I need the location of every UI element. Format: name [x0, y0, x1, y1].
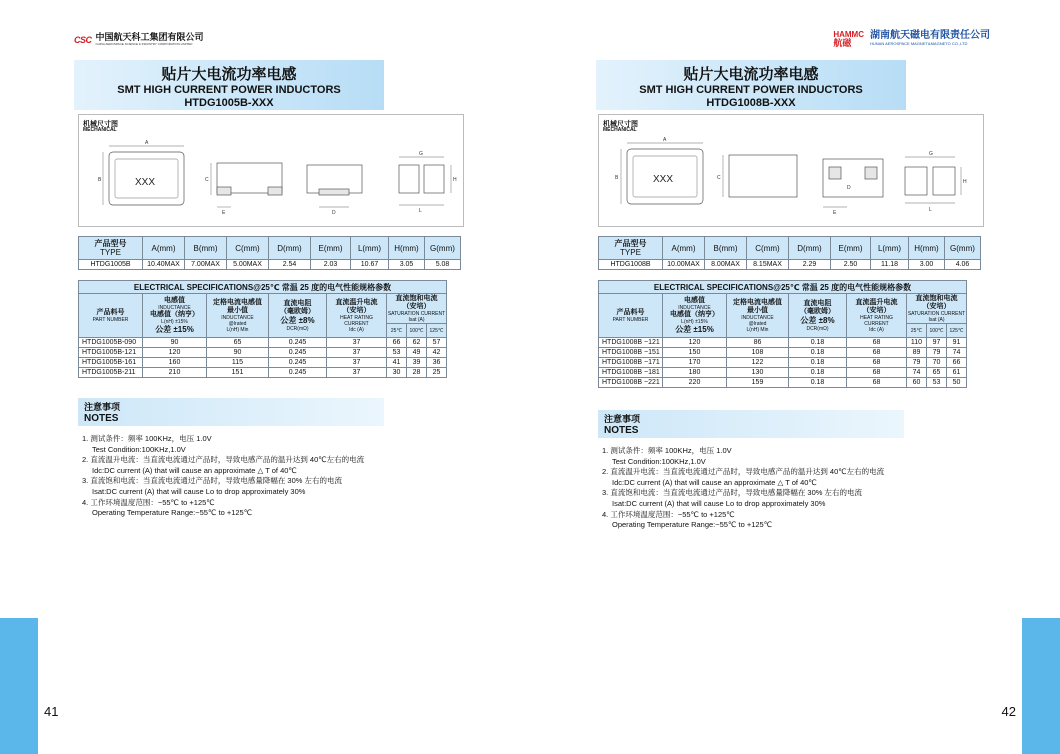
note-line: 3. 直流饱和电流：当直流电流通过产品时，导致电感量降幅在 30% 左右的电流 — [602, 488, 863, 498]
head-heat-current: 直流温升电流 （安培） HEAT RATING CURRENT Idc (A) — [327, 294, 387, 338]
dim-head-l: L(mm) — [351, 237, 389, 260]
side-accent-bar — [0, 618, 38, 754]
table-row: HTDG1008B −181 180 130 0.18 68 74 65 61 — [599, 368, 967, 378]
dim-label-h: H — [453, 177, 457, 183]
table-row: HTDG1008B −171 170 122 0.18 68 79 70 66 — [599, 358, 967, 368]
head-min-inductance: 定格电流电感值 最小值 INDUCTANCE @Irated L(nH) Min — [727, 294, 789, 338]
product-title-en: SMT HIGH CURRENT POWER INDUCTORS — [639, 84, 863, 96]
note-line: 1. 测试条件：频率 100KHz，电压 1.0V — [602, 446, 732, 455]
dim-label-e: E — [222, 210, 226, 216]
note-line: 2. 直流温升电流：当直流电流通过产品时，导致电感产品的温升达到 40℃左右的电流 — [82, 455, 365, 465]
dim-label-h: H — [963, 179, 967, 185]
dim-head-c: C(mm) — [227, 237, 269, 260]
table-row: HTDG1008B −121 120 86 0.18 68 110 97 91 — [599, 338, 967, 348]
dim-label-b: B — [615, 175, 619, 181]
note-line: Idc:DC current (A) that will cause an approximate △ T of 40℃ — [92, 465, 297, 475]
notes-list — [82, 434, 482, 519]
dim-head-h: H(mm) — [389, 237, 425, 260]
product-title-cn: 贴片大电流功率电感 — [683, 65, 819, 83]
note-line: 2. 直流温升电流：当直流电流通过产品时，导致电感产品的温升达到 40℃左右的电流 — [602, 467, 885, 477]
note-line: 3. 直流饱和电流：当直流电流通过产品时，导致电感量降幅在 30% 左右的电流 — [82, 476, 343, 486]
table-row: HTDG1005B-121 120 90 0.245 37 53 49 42 — [79, 348, 447, 358]
note-line: Idc:DC current (A) that will cause an approximate △ T of 40℃ — [612, 477, 817, 487]
product-title-cn: 贴片大电流功率电感 — [161, 65, 297, 83]
dim-label-a: A — [663, 137, 667, 143]
note-line: Test Condition:100KHz,1.0V — [92, 444, 186, 454]
head-inductance: 电感值 INDUCTANCE 电感值（纳亨） L(nH) ±15% 公差 ±15% — [663, 294, 727, 338]
dim-head-g: G(mm) — [425, 237, 461, 260]
mechanical-drawing — [78, 114, 464, 227]
page-number: 42 — [1001, 704, 1016, 719]
note-line: 1. 测试条件：频率 100KHz，电压 1.0V — [82, 434, 212, 443]
dim-head-type: 产品型号 TYPE — [79, 237, 143, 260]
dim-head-type: 产品型号 TYPE — [599, 237, 663, 260]
notes-header: 注意事项 NOTES — [598, 410, 904, 438]
dim-label-e: E — [833, 210, 837, 216]
dim-head-a: A(mm) — [143, 237, 185, 260]
note-line: 4. 工作环境温度范围：−55℃ to +125℃ — [602, 509, 735, 519]
note-line: Operating Temperature Range:−55℃ to +125℃ — [612, 520, 773, 530]
dim-label-c: C — [205, 177, 209, 183]
dim-head-h: H(mm) — [909, 237, 945, 260]
dim-head-g: G(mm) — [945, 237, 981, 260]
dim-head-b: B(mm) — [185, 237, 227, 260]
note-line: Isat:DC current (A) that will cause Lo to drop approximately 30% — [92, 486, 306, 496]
dim-head-c: C(mm) — [747, 237, 789, 260]
electrical-spec-title: ELECTRICAL SPECIFICATIONS@25℃ 常温 25 度的电气性能规格参数 — [79, 281, 447, 294]
head-heat-current: 直流温升电流 （安培） HEAT RATING CURRENT Idc (A) — [847, 294, 907, 338]
notes-header: 注意事项 NOTES — [78, 398, 384, 426]
hammc-logo — [833, 30, 990, 48]
note-line: Test Condition:100KHz,1.0V — [612, 456, 706, 466]
head-min-inductance: 定格电流电感值 最小值 INDUCTANCE @Irated L(nH) Min — [207, 294, 269, 338]
dim-head-d: D(mm) — [789, 237, 831, 260]
dim-head-b: B(mm) — [705, 237, 747, 260]
dim-head-a: A(mm) — [663, 237, 705, 260]
mechanical-label-en: MECHANICAL — [603, 127, 637, 133]
dimension-table — [598, 236, 981, 270]
head-part-number: 产品料号 PART NUMBER — [599, 294, 663, 338]
table-row: HTDG1005B 10.40MAX 7.00MAX 5.00MAX 2.54 2.03 10.67 3.05 5.08 — [79, 260, 461, 270]
table-row: HTDG1005B-161 160 115 0.245 37 41 39 36 — [79, 358, 447, 368]
product-title-en: SMT HIGH CURRENT POWER INDUCTORS — [117, 84, 341, 96]
hammc-logo-icon: HAMMC 航磁 — [833, 30, 864, 48]
marking-text: XXX — [135, 177, 156, 188]
dim-label-d: D — [847, 185, 851, 191]
dim-label-a: A — [145, 140, 149, 146]
notes-list — [602, 446, 1002, 531]
company-name-en: HUNAN AEROSPACE MAGNET&MAGNETO CO.,LTD — [870, 41, 968, 46]
title-band — [74, 60, 384, 110]
casic-logo — [74, 33, 204, 49]
electrical-spec-table: ELECTRICAL SPECIFICATIONS@25℃ 常温 25 度的电气性能规格参数 产品料号 PART NUMBER 电感值 INDUCTANCE 电感值（纳亨） L(nH) ±15% 公差 ±15% 定格电流电感值 最小值 INDUCTANCE @Irated L(nH) Min 直流电阻 （毫欧姆） 公差 ±8% DCR(mΩ) 直流温升电流 （安培） HEAT RATING CURRENT Idc (A) 直流饱和电流 （安培） SATURATION CURRENT Isat (A) 25℃ 100℃ 125℃ HTDG1005B-090 90 65 0.245 37 66 62 57 HTDG1005B-121 120 90 0.245 37 53 49 42 HTDG1005B-161 160 115 0.245 37 41 39 36 HTDG1005B-211 210 151 0.245 37 30 28 25 — [78, 280, 447, 378]
marking-text: XXX — [653, 174, 674, 185]
dim-label-g: G — [419, 151, 423, 157]
part-series: HTDG1008B-XXX — [706, 97, 796, 109]
side-accent-bar — [1022, 618, 1060, 754]
mechanical-label-en: MECHANICAL — [83, 127, 117, 133]
note-line: 4. 工作环境温度范围：−55℃ to +125℃ — [82, 497, 215, 507]
mechanical-label-cn: 机械尺寸图 — [83, 121, 118, 128]
table-row: HTDG1008B −221 220 159 0.18 68 60 53 50 — [599, 378, 967, 388]
electrical-spec-table: ELECTRICAL SPECIFICATIONS@25℃ 常温 25 度的电气性能规格参数 产品料号 PART NUMBER 电感值 INDUCTANCE 电感值（纳亨） L(nH) ±15% 公差 ±15% 定格电流电感值 最小值 INDUCTANCE @Irated L(nH) Min 直流电阻 （毫欧姆） 公差 ±8% DCR(mΩ) 直流温升电流 （安培） HEAT RATING CURRENT Idc (A) 直流饱和电流 （安培） SATURATION CURRENT Isat (A) 25℃ 100℃ 125℃ HTDG1008B −121 120 86 0.18 68 110 97 91 HTDG1008B −151 150 108 0.18 68 89 79 74 HTDG1008B −171 170 122 0.18 68 79 70 66 HTDG1008B −181 180 130 0.18 68 74 65 61 HTDG1008B −221 220 159 0.18 68 60 53 50 — [598, 280, 967, 388]
dim-label-l: L — [929, 207, 932, 213]
dimension-table — [78, 236, 461, 270]
dim-head-e: E(mm) — [311, 237, 351, 260]
table-row: HTDG1008B 10.00MAX 8.00MAX 8.15MAX 2.29 2.50 11.18 3.00 4.06 — [599, 260, 981, 270]
dim-label-c: C — [717, 175, 721, 181]
company-name-cn: 中国航天科工集团有限公司 — [95, 32, 204, 42]
mechanical-drawing — [598, 114, 984, 227]
head-dcr: 直流电阻 （毫欧姆） 公差 ±8% DCR(mΩ) — [789, 294, 847, 338]
dim-label-d: D — [332, 210, 336, 216]
head-inductance: 电感值 INDUCTANCE 电感值（纳亨） L(nH) ±15% 公差 ±15% — [143, 294, 207, 338]
mechanical-drawing-svg — [599, 115, 985, 228]
dim-head-e: E(mm) — [831, 237, 871, 260]
dim-label-g: G — [929, 151, 933, 157]
head-part-number: 产品料号 PART NUMBER — [79, 294, 143, 338]
dim-head-d: D(mm) — [269, 237, 311, 260]
table-row: HTDG1008B −151 150 108 0.18 68 89 79 74 — [599, 348, 967, 358]
head-saturation-current: 直流饱和电流 （安培） SATURATION CURRENT Isat (A) — [387, 294, 446, 323]
company-name-en: CHINA AEROSPACE SCIENCE & INDUSTRY CORPORATION LIMITED — [95, 42, 193, 46]
note-line: Operating Temperature Range:−55℃ to +125℃ — [92, 508, 253, 518]
head-saturation-current: 直流饱和电流 （安培） SATURATION CURRENT Isat (A) — [907, 294, 966, 323]
dim-label-l: L — [419, 208, 422, 214]
table-row: HTDG1005B-211 210 151 0.245 37 30 28 25 — [79, 368, 447, 378]
part-series: HTDG1005B-XXX — [184, 97, 274, 109]
electrical-spec-title: ELECTRICAL SPECIFICATIONS@25℃ 常温 25 度的电气性能规格参数 — [599, 281, 967, 294]
dim-head-l: L(mm) — [871, 237, 909, 260]
dim-label-b: B — [98, 177, 102, 183]
note-line: Isat:DC current (A) that will cause Lo to drop approximately 30% — [612, 498, 826, 508]
right-page — [530, 0, 1060, 754]
page-number: 41 — [44, 704, 59, 719]
title-band — [596, 60, 906, 110]
head-dcr: 直流电阻 （毫欧姆） 公差 ±8% DCR(mΩ) — [269, 294, 327, 338]
table-row: HTDG1005B-090 90 65 0.245 37 66 62 57 — [79, 338, 447, 348]
mechanical-drawing-svg — [79, 115, 465, 228]
company-name-cn: 湖南航天磁电有限责任公司 — [870, 30, 990, 41]
casic-logo-icon: CSC — [74, 35, 92, 45]
mechanical-label-cn: 机械尺寸图 — [603, 121, 638, 128]
